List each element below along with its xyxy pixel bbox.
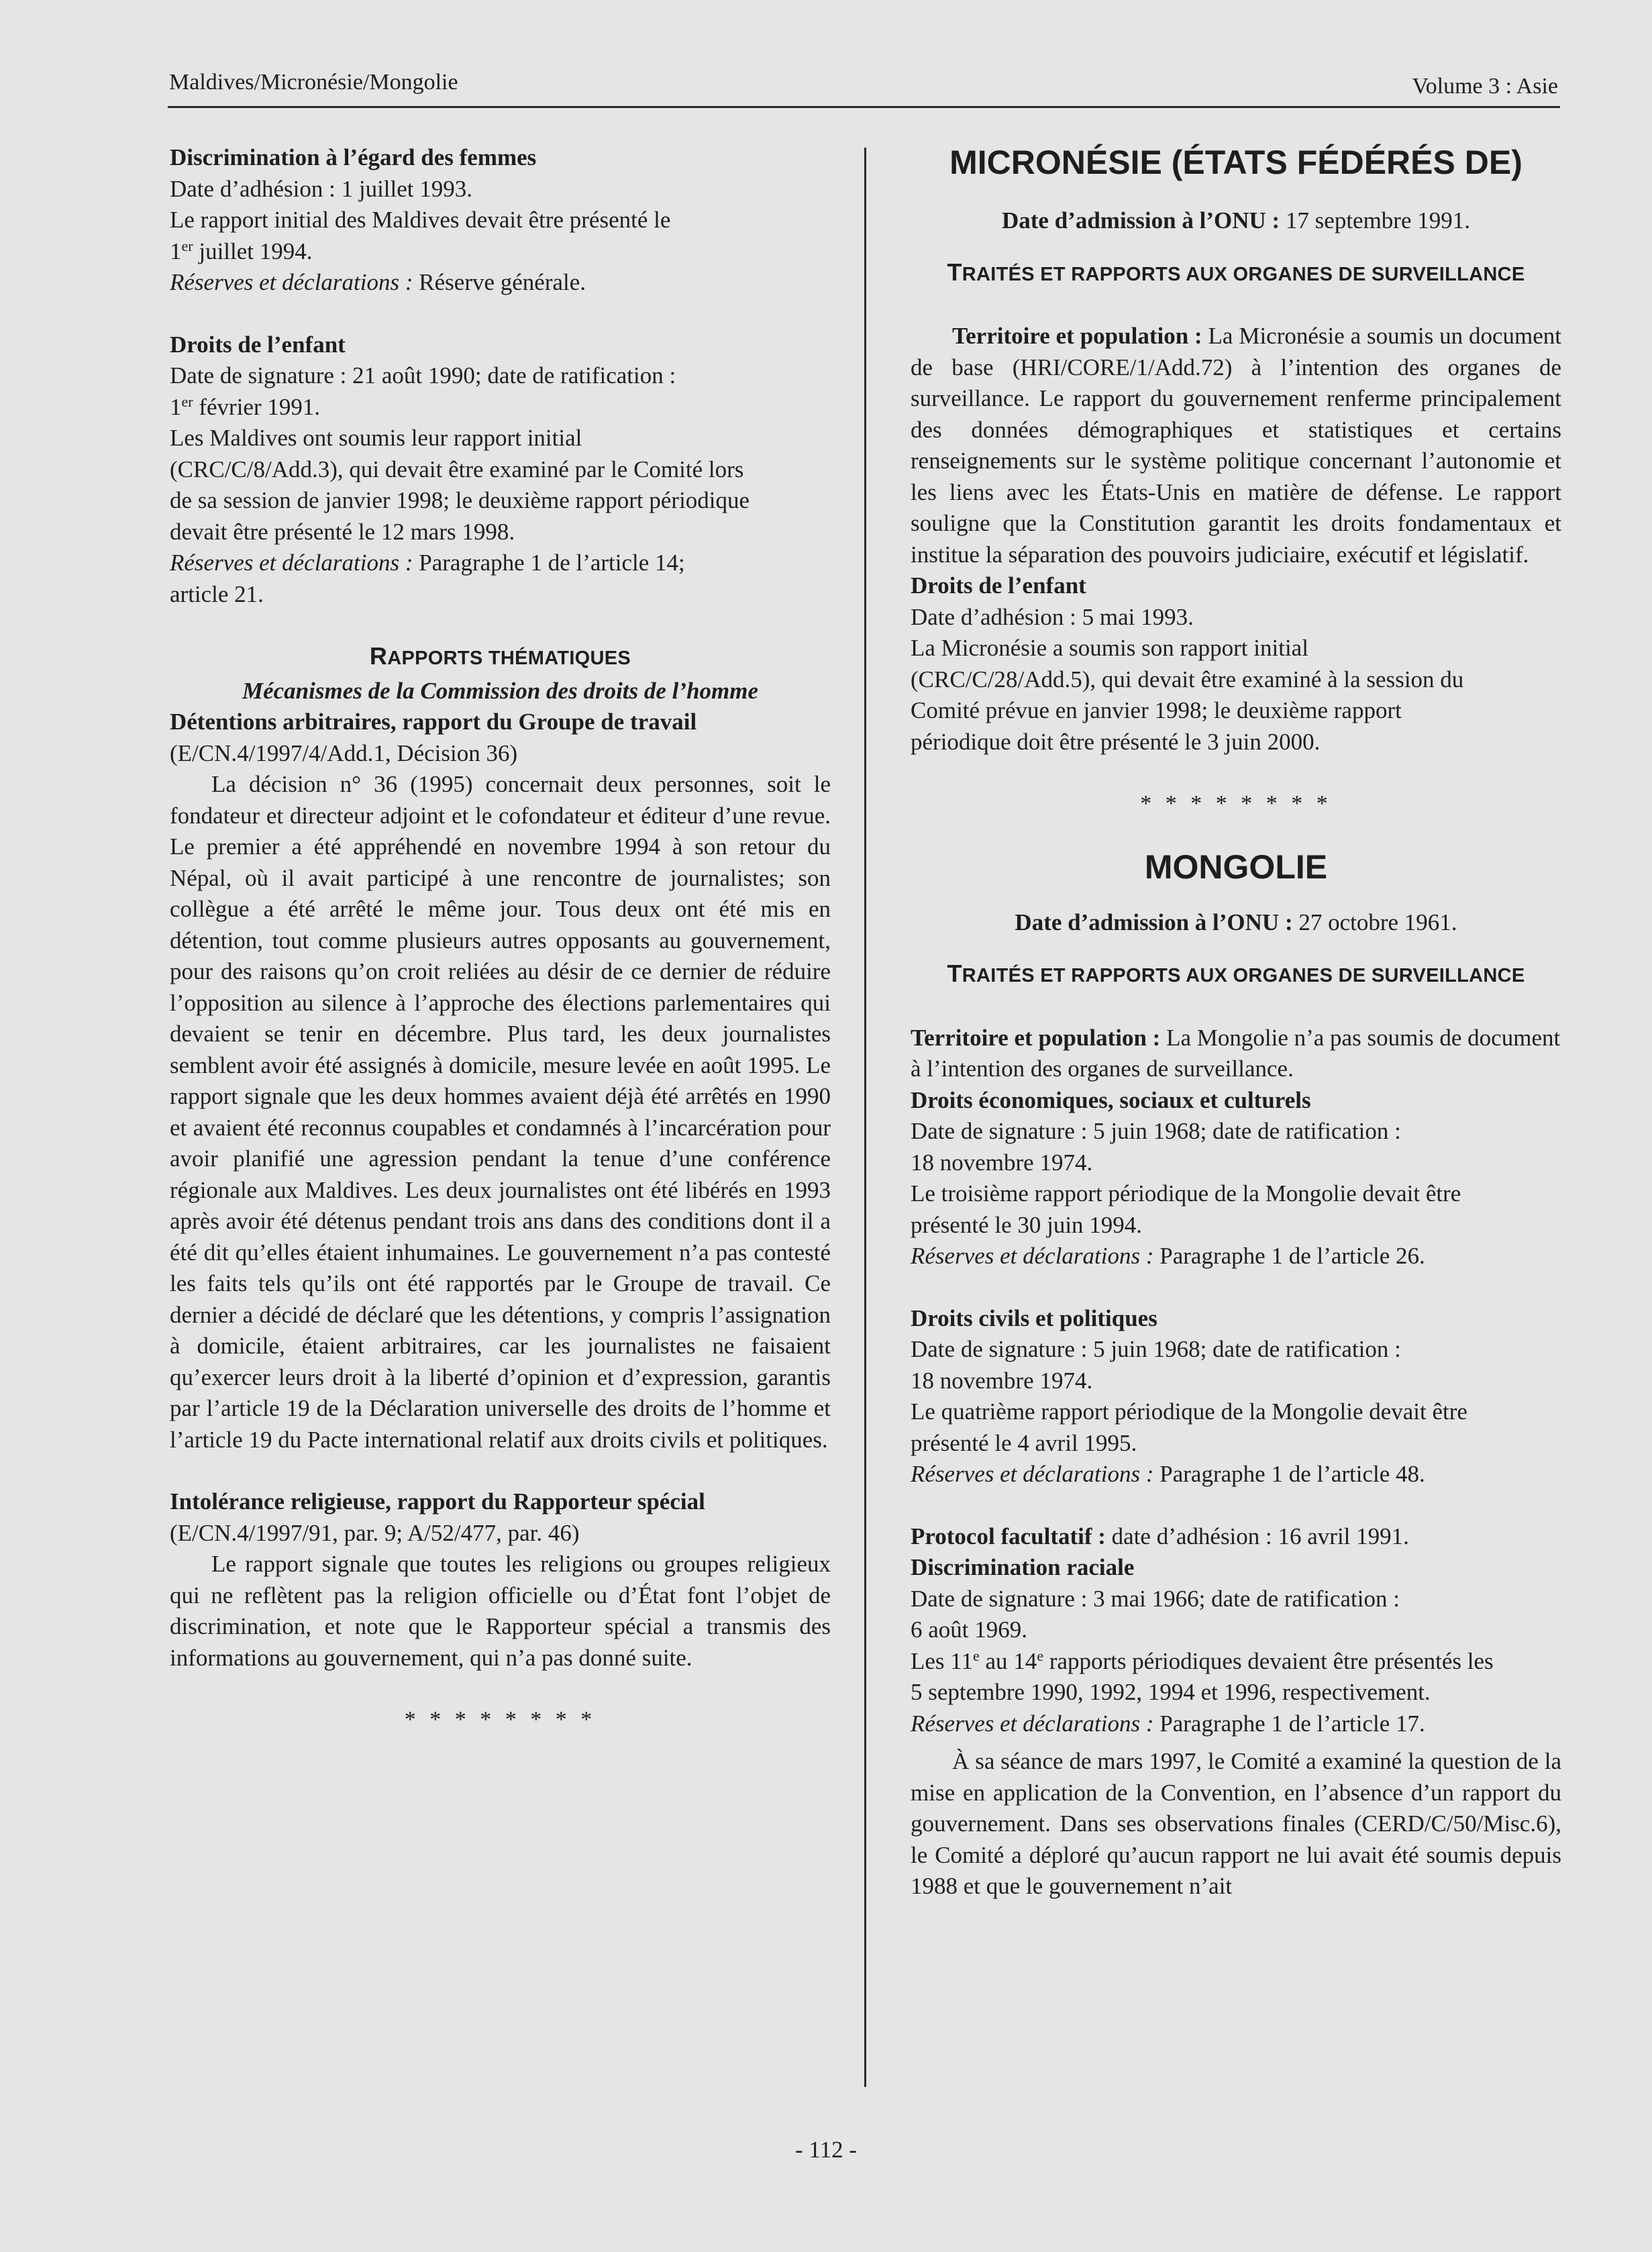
- text-line: 6 août 1969.: [911, 1617, 1028, 1643]
- reserves-line: Réserves et déclarations : Paragraphe 1 de l’article 26.: [911, 1243, 1425, 1269]
- section-intolerance: [170, 1486, 831, 1674]
- text-line: Date d’adhésion : 1 juillet 1993.: [170, 175, 473, 202]
- text-line: 18 novembre 1974.: [911, 1367, 1093, 1394]
- admission-line: Date d’admission à l’ONU : 17 septembre 1991.: [1001, 207, 1470, 234]
- text-line: Comité prévue en janvier 1998; le deuxième rapport: [911, 697, 1402, 723]
- section-title: Intolérance religieuse, rapport du Rapporteur spécial: [170, 1488, 705, 1515]
- reference: (E/CN.4/1997/4/Add.1, Décision 36): [170, 739, 518, 766]
- body-paragraph: Le rapport signale que toutes les religions ou groupes religieux qui ne reflètent pas la religion officielle ou d’État font l’objet de discrimination, et note que le Rapporteur spécial a transmis des informations au gouvernement, qui n’a pas donné suite.: [170, 1551, 831, 1671]
- page-number: - 112 -: [794, 2137, 857, 2163]
- reserves-line: Réserves et déclarations : Paragraphe 1 de l’article 17.: [911, 1710, 1425, 1737]
- treaties-heading: TRAITÉS ET RAPPORTS AUX ORGANES DE SURVEILLANCE: [947, 258, 1525, 286]
- reserves-line: Réserves et déclarations : Paragraphe 1 de l’article 48.: [911, 1461, 1425, 1487]
- text-line: Date d’adhésion : 5 mai 1993.: [911, 603, 1194, 630]
- section-separator: * * * * * * * *: [404, 1707, 597, 1732]
- section-detentions: [170, 707, 831, 1455]
- text-line: 5 septembre 1990, 1992, 1994 et 1996, respectivement.: [911, 1679, 1431, 1705]
- header-rule: [168, 106, 1560, 108]
- territoire-paragraph: Territoire et population : La Mongolie n’a pas soumis de document à l’intention des organes de surveillance.: [911, 1024, 1561, 1082]
- text-line: présenté le 30 juin 1994.: [911, 1211, 1143, 1238]
- section-title: Droits de l’enfant: [911, 572, 1086, 599]
- text-line: 1er février 1991.: [170, 393, 321, 420]
- protocol-line: Protocol facultatif : date d’adhésion : 16 avril 1991.: [911, 1523, 1409, 1549]
- section-title: Détentions arbitraires, rapport du Groupe de travail: [170, 709, 697, 735]
- text-line: Date de signature : 5 juin 1968; date de ratification :: [911, 1118, 1401, 1144]
- section-droits-enfant-micronesie: [911, 570, 1561, 758]
- right-column: [911, 142, 1561, 1902]
- section-title: Droits civils et politiques: [911, 1304, 1157, 1331]
- text-line: périodique doit être présenté le 3 juin 2000.: [911, 728, 1321, 755]
- section-discrimination-raciale: [911, 1552, 1561, 1902]
- section-title: Discrimination raciale: [911, 1554, 1135, 1580]
- treaties-heading: TRAITÉS ET RAPPORTS AUX ORGANES DE SURVEILLANCE: [947, 960, 1525, 987]
- section-title: Droits de l’enfant: [170, 331, 346, 358]
- territoire-paragraph: Territoire et population : La Micronésie a soumis un document de base (HRI/CORE/1/Add.72) à l’intention des organes de surveillance. Le rapport du gouvernement renferme principalement des données démographiques et statistiques et certains renseignements sur le système politique concernant l’autonomie et les liens avec les États-Unis en matière de défense. Le rapport souligne que la Constitution garantit les droits fondamentaux et institue la séparation des pouvoirs judiciaire, exécutif et législatif.: [911, 323, 1561, 568]
- section-title: Droits économiques, sociaux et culturels: [911, 1086, 1311, 1113]
- country-title-mongolie: MONGOLIE: [1144, 848, 1328, 886]
- text-line: (CRC/C/28/Add.5), qui devait être examiné à la session du: [911, 666, 1464, 693]
- reserves-line: Réserves et déclarations : Paragraphe 1 de l’article 14;: [170, 550, 685, 576]
- text-line: Le troisième rapport périodique de la Mongolie devait être: [911, 1180, 1461, 1207]
- thematic-heading: RAPPORTS THÉMATIQUES: [369, 642, 631, 670]
- text-line: Les Maldives ont soumis leur rapport initial: [170, 425, 582, 451]
- running-header-left: Maldives/Micronésie/Mongolie: [169, 70, 458, 95]
- left-column: [170, 142, 831, 1736]
- column-divider: [864, 148, 866, 2087]
- text-line: Date de signature : 21 août 1990; date de ratification :: [170, 362, 676, 389]
- body-paragraph: La décision n° 36 (1995) concernait deux personnes, soit le fondateur et directeur adjoint et le cofondateur et éditeur d’une revue. Le premier a été appréhendé en novembre 1994 à son retour du Népal, où il avait participé à une rencontre de journalistes; son collègue a été arrêté le même jour. Tous deux ont été mis en détention, tout comme plusieurs autres opposants au gouvernement, pour des raisons qu’on croit reliées au désir de ce dernier de réduire l’opposition au silence à l’approche des élections parlementaires qui devaient se tenir en décembre. Plus tard, les deux journalistes semblent avoir été assignés à domicile, mesure levée en août 1995. Le rapport signale que les deux hommes avaient déjà été arrêtés en 1990 et avaient été reconnus coupables et condamnés à l’incarcération pour avoir planifié une agression pendant la tenue d’une conférence régionale aux Maldives. Les deux journalistes ont été libérés en 1993 après avoir été détenus pendant trois ans dans des conditions dont il a été dit qu’elles étaient inhumaines. Le gouvernement n’a pas contesté les faits tels qu’ils ont été rapportés par le Groupe de travail. Ce dernier a décidé de déclaré que les détentions, y compris l’assignation à domicile, étaient arbitraires, car les journalistes ne faisaient qu’exercer leurs droit à la liberté d’opinion et d’expression, garantis par l’article 19 de la Déclaration universelle des droits de l’homme et l’article 19 du Pacte international relatif aux droits civils et politiques.: [170, 771, 831, 1453]
- text-line: Les 11e au 14e rapports périodiques devaient être présentés les: [911, 1647, 1494, 1674]
- running-header-right: Volume 3 : Asie: [1412, 74, 1558, 99]
- country-title-micronesie: MICRONÉSIE (ÉTATS FÉDÉRÉS DE): [949, 144, 1522, 181]
- section-separator: * * * * * * * *: [1140, 791, 1332, 816]
- thematic-subheading: Mécanismes de la Commission des droits de l’homme: [242, 677, 759, 704]
- section-droits-civils: [911, 1303, 1561, 1490]
- text-line: présenté le 4 avril 1995.: [911, 1429, 1137, 1456]
- section-discrimination-femmes: [170, 142, 831, 299]
- text-line: Date de signature : 3 mai 1966; date de ratification :: [911, 1585, 1400, 1612]
- text-line: de sa session de janvier 1998; le deuxième rapport périodique: [170, 487, 750, 513]
- text-line: Date de signature : 5 juin 1968; date de ratification :: [911, 1336, 1401, 1362]
- admission-line: Date d’admission à l’ONU : 27 octobre 1961.: [1015, 909, 1457, 935]
- text-line: 1er juillet 1994.: [170, 237, 313, 264]
- text-line: article 21.: [170, 580, 264, 607]
- text-line: devait être présenté le 12 mars 1998.: [170, 518, 515, 545]
- text-line: La Micronésie a soumis son rapport initial: [911, 635, 1308, 661]
- reserves-line: Réserves et déclarations : Réserve générale.: [170, 269, 586, 295]
- text-line: Le rapport initial des Maldives devait être présenté le: [170, 207, 671, 233]
- body-paragraph: À sa séance de mars 1997, le Comité a examiné la question de la mise en application de la Convention, en l’absence d’un rapport du gouvernement. Dans ses observations finales (CERD/C/50/Misc.6), le Comité a déploré qu’aucun rapport ne lui avait été soumis depuis 1988 et que le gouvernement n’ait: [911, 1748, 1561, 1899]
- text-line: 18 novembre 1974.: [911, 1149, 1093, 1176]
- text-line: (CRC/C/8/Add.3), qui devait être examiné par le Comité lors: [170, 456, 744, 482]
- section-droits-enfant: [170, 329, 831, 611]
- section-droits-economiques: [911, 1085, 1561, 1272]
- reference: (E/CN.4/1997/91, par. 9; A/52/477, par. 46): [170, 1519, 580, 1546]
- text-line: Le quatrième rapport périodique de la Mongolie devait être: [911, 1398, 1467, 1425]
- section-title: Discrimination à l’égard des femmes: [170, 144, 537, 170]
